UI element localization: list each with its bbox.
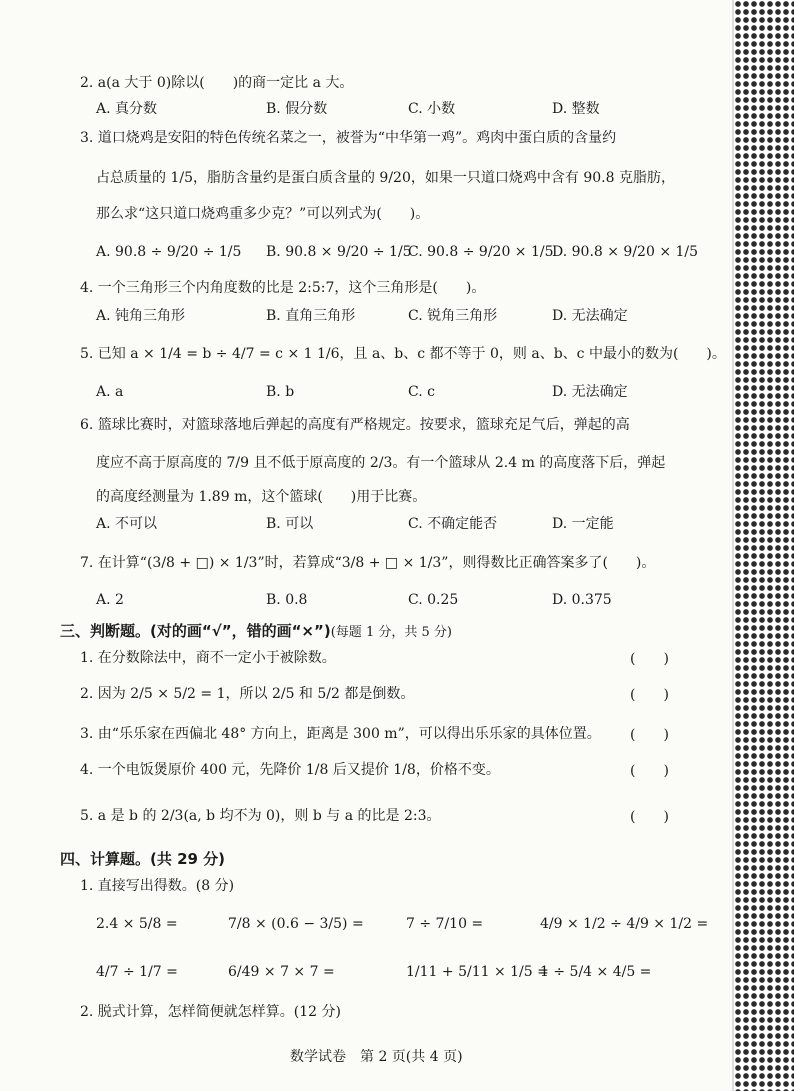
q2-option-c: C. 小数 — [408, 101, 456, 117]
judge-answer-4[interactable]: ( ) — [630, 763, 669, 779]
judge-answer-2[interactable]: ( ) — [630, 687, 669, 703]
question-2: 2. a(a 大于 0)除以( )的商一定比 a 大。 — [80, 75, 354, 91]
calc-sub-1: 1. 直接写出得数。(8 分) — [80, 878, 235, 894]
q7-option-d: D. 0.375 — [552, 592, 612, 608]
q4-option-c: C. 锐角三角形 — [408, 308, 498, 324]
q2-option-a: A. 真分数 — [96, 101, 158, 117]
calc-1-4: 4/9 × 1/2 ÷ 4/9 × 1/2 = — [540, 916, 709, 932]
q3-option-a: A. 90.8 ÷ 9/20 ÷ 1/5 — [96, 244, 242, 260]
section-4-title: 四、计算题。(共 29 分) — [60, 850, 226, 868]
judge-item-3: 3. 由“乐乐家在西偏北 48° 方向上，距离是 300 m”，可以得出乐乐家的具体位置。 — [80, 726, 601, 742]
decorative-border — [734, 0, 794, 1091]
question-6-line2: 度应不高于原高度的 7/9 且不低于原高度的 2/3。有一个篮球从 2.4 m 的高度落下后，弹起 — [96, 455, 666, 471]
question-6-line3: 的高度经测量为 1.89 m，这个篮球( )用于比赛。 — [96, 489, 427, 505]
q4-option-d: D. 无法确定 — [552, 308, 628, 324]
calc-1-1: 2.4 × 5/8 = — [96, 916, 178, 932]
q5-option-a: A. a — [96, 384, 124, 400]
section-3-heading: 三、判断题。(对的画“√”，错的画“×”) — [60, 622, 331, 640]
question-4: 4. 一个三角形三个内角度数的比是 2:5:7，这个三角形是( )。 — [80, 280, 486, 296]
calc-2-2: 6/49 × 7 × 7 = — [228, 964, 335, 980]
q7-option-b: B. 0.8 — [266, 592, 308, 608]
q7-option-a: A. 2 — [96, 592, 124, 608]
q6-option-a: A. 不可以 — [96, 516, 158, 532]
q5-option-d: D. 无法确定 — [552, 384, 628, 400]
question-5: 5. 已知 a × 1/4 = b ÷ 4/7 = c × 1 1/6，且 a、b、c 都不等于 0，则 a、b、c 中最小的数为( )。 — [80, 346, 726, 362]
calc-2-1: 4/7 ÷ 1/7 = — [96, 964, 178, 980]
q4-option-b: B. 直角三角形 — [266, 308, 356, 324]
calc-1-3: 7 ÷ 7/10 = — [406, 916, 484, 932]
calc-1-2: 7/8 × (0.6 − 3/5) = — [228, 916, 364, 932]
q4-option-a: A. 钝角三角形 — [96, 308, 186, 324]
section-3-note: (每题 1 分，共 5 分) — [330, 625, 452, 640]
q7-option-c: C. 0.25 — [408, 592, 459, 608]
q5-option-c: C. c — [408, 384, 435, 400]
calc-sub-2: 2. 脱式计算，怎样简便就怎样算。(12 分) — [80, 1004, 341, 1020]
question-6-line1: 6. 篮球比赛时，对篮球落地后弹起的高度有严格规定。按要求，篮球充足气后，弹起的高 — [80, 417, 630, 433]
judge-item-4: 4. 一个电饭煲原价 400 元，先降价 1/8 后又提价 1/8，价格不变。 — [80, 762, 500, 778]
question-3-line1: 3. 道口烧鸡是安阳的特色传统名菜之一，被誉为“中华第一鸡”。鸡肉中蛋白质的含量约 — [80, 130, 617, 146]
judge-answer-3[interactable]: ( ) — [630, 727, 669, 743]
q5-option-b: B. b — [266, 384, 295, 400]
q6-option-c: C. 不确定能否 — [408, 516, 498, 532]
section-3-title — [60, 620, 452, 641]
calc-2-4: 1 ÷ 5/4 × 4/5 = — [540, 964, 652, 980]
q6-option-d: D. 一定能 — [552, 516, 614, 532]
judge-item-2: 2. 因为 2/5 × 5/2 = 1，所以 2/5 和 5/2 都是倒数。 — [80, 686, 415, 702]
judge-item-1: 1. 在分数除法中，商不一定小于被除数。 — [80, 650, 336, 666]
q2-option-d: D. 整数 — [552, 101, 600, 117]
judge-item-5: 5. a 是 b 的 2/3(a, b 均不为 0)，则 b 与 a 的比是 2:3。 — [80, 808, 441, 824]
question-7: 7. 在计算“(3/8 + □) × 1/3”时，若算成“3/8 + □ × 1/3”，则得数比正确答案多了( )。 — [80, 555, 656, 571]
calc-2-3: 1/11 + 5/11 × 1/5 = — [406, 964, 549, 980]
q3-option-d: D. 90.8 × 9/20 × 1/5 — [552, 244, 699, 260]
question-3-line2: 占总质量的 1/5，脂肪含量约是蛋白质含量的 9/20，如果一只道口烧鸡中含有 90.8 克脂肪， — [96, 170, 675, 186]
page-footer: 数学试卷 第 2 页(共 4 页) — [290, 1049, 463, 1065]
q6-option-b: B. 可以 — [266, 516, 314, 532]
q2-option-b: B. 假分数 — [266, 101, 328, 117]
judge-answer-5[interactable]: ( ) — [630, 809, 669, 825]
question-3-line3: 那么求“这只道口烧鸡重多少克？”可以列式为( )。 — [96, 206, 430, 222]
q3-option-b: B. 90.8 × 9/20 ÷ 1/5 — [266, 244, 412, 260]
q3-option-c: C. 90.8 ÷ 9/20 × 1/5 — [408, 244, 554, 260]
judge-answer-1[interactable]: ( ) — [630, 651, 669, 667]
